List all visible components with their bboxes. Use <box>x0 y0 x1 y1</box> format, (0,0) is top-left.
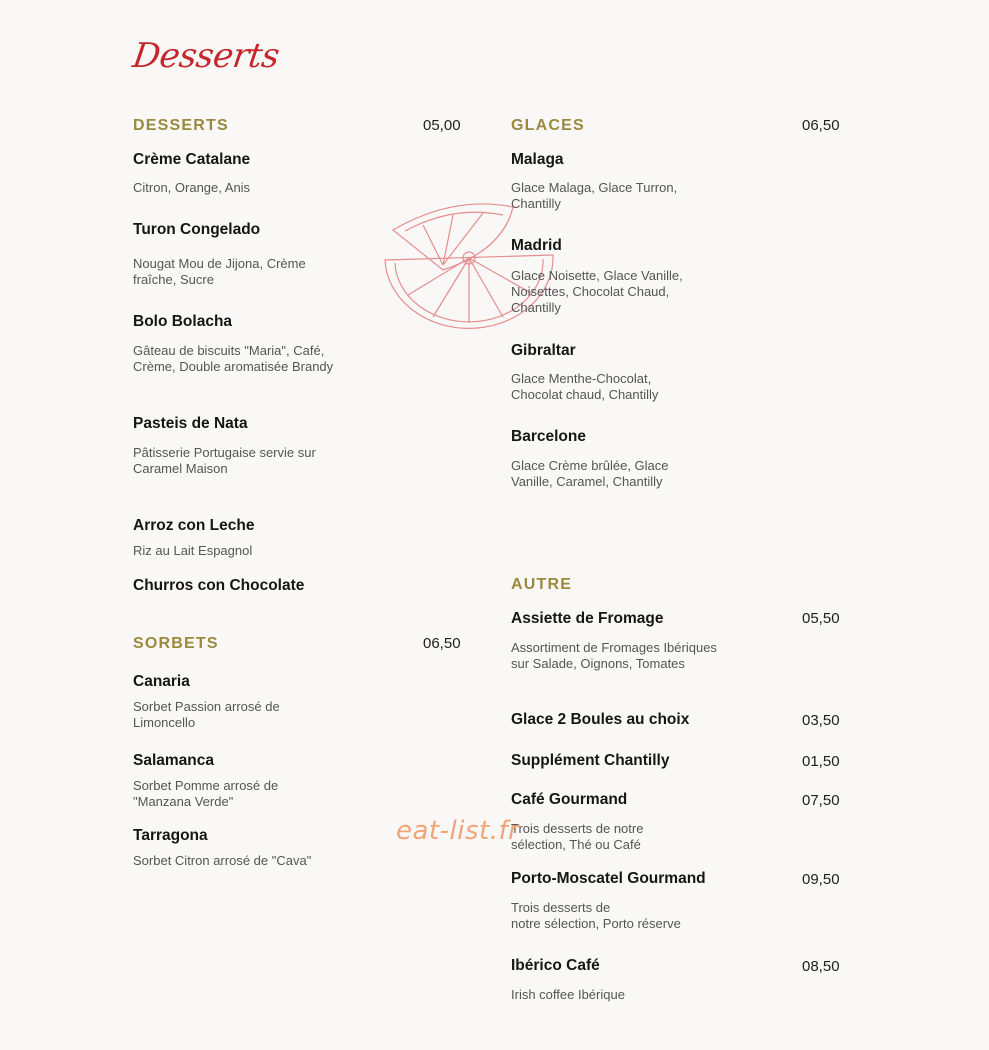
menu-item-name: Turon Congelado <box>133 221 261 238</box>
menu-item-name: Pasteis de Nata <box>133 415 248 432</box>
menu-item-desc: Sorbet Pomme arrosé de "Manzana Verde" <box>133 778 279 809</box>
menu-item-price: 01,50 <box>802 753 840 770</box>
menu-item-name: Porto-Moscatel Gourmand <box>511 870 706 887</box>
menu-item-desc: Nougat Mou de Jijona, Crème fraîche, Sucre <box>133 256 306 287</box>
menu-item-desc: Glace Menthe-Chocolat, Chocolat chaud, Chantilly <box>511 371 659 402</box>
menu-item-price: 07,50 <box>802 792 840 809</box>
menu-item-desc: Glace Noisette, Glace Vanille, Noisettes, Chocolat Chaud, Chantilly <box>511 268 683 315</box>
menu-item-desc: Irish coffee Ibérique <box>511 987 625 1002</box>
menu-item-name: Supplément Chantilly <box>511 752 670 769</box>
menu-item-name: Madrid <box>511 237 562 254</box>
menu-item-desc: Citron, Orange, Anis <box>133 180 251 195</box>
menu-item-name: Churros con Chocolate <box>133 577 305 594</box>
menu-item-desc: Trois desserts de notre sélection, Porto réserve <box>511 900 681 931</box>
menu-item-name: Malaga <box>511 151 564 168</box>
section-title-sorbets: SORBETS <box>133 635 219 652</box>
section-price-desserts: 05,00 <box>423 117 461 134</box>
menu-item-price: 05,50 <box>802 610 840 627</box>
menu-item-price: 09,50 <box>802 871 840 888</box>
menu-item-name: Café Gourmand <box>511 791 628 808</box>
section-price-glaces: 06,50 <box>802 117 840 134</box>
menu-item-desc: Glace Malaga, Glace Turron, Chantilly <box>511 180 678 211</box>
watermark-text: eat-list.fr <box>396 816 520 846</box>
menu-item-price: 08,50 <box>802 958 840 975</box>
menu-item-desc: Pâtisserie Portugaise servie sur Caramel Maison <box>133 445 316 476</box>
section-title-glaces: GLACES <box>511 117 585 134</box>
menu-item-desc: Assortiment de Fromages Ibériques sur Salade, Oignons, Tomates <box>511 640 717 671</box>
menu-item-desc: Glace Crème brûlée, Glace Vanille, Caramel, Chantilly <box>511 458 669 489</box>
menu-item-desc: Gâteau de biscuits "Maria", Café, Crème, Double aromatisée Brandy <box>133 343 334 374</box>
menu-item-desc: Sorbet Passion arrosé de Limoncello <box>133 699 280 730</box>
menu-item-name: Ibérico Café <box>511 957 600 974</box>
menu-item-name: Arroz con Leche <box>133 517 255 534</box>
menu-item-name: Assiette de Fromage <box>511 610 664 627</box>
section-title-autre: AUTRE <box>511 576 573 593</box>
menu-item-name: Canaria <box>133 673 190 690</box>
menu-item-name: Salamanca <box>133 752 214 769</box>
page-title: Desserts <box>130 36 282 76</box>
menu-item-desc: Sorbet Citron arrosé de "Cava" <box>133 853 312 868</box>
section-title-desserts: DESSERTS <box>133 117 229 134</box>
menu-item-name: Gibraltar <box>511 342 576 359</box>
menu-item-desc: Trois desserts de notre sélection, Thé ou Café <box>511 821 644 852</box>
menu-item-name: Bolo Bolacha <box>133 313 233 330</box>
menu-item-name: Crème Catalane <box>133 151 251 168</box>
menu-item-price: 03,50 <box>802 712 840 729</box>
menu-item-desc: Riz au Lait Espagnol <box>133 543 253 558</box>
menu-item-name: Tarragona <box>133 827 208 844</box>
menu-item-name: Glace 2 Boules au choix <box>511 711 690 728</box>
menu-item-name: Barcelone <box>511 428 586 445</box>
section-price-sorbets: 06,50 <box>423 635 461 652</box>
